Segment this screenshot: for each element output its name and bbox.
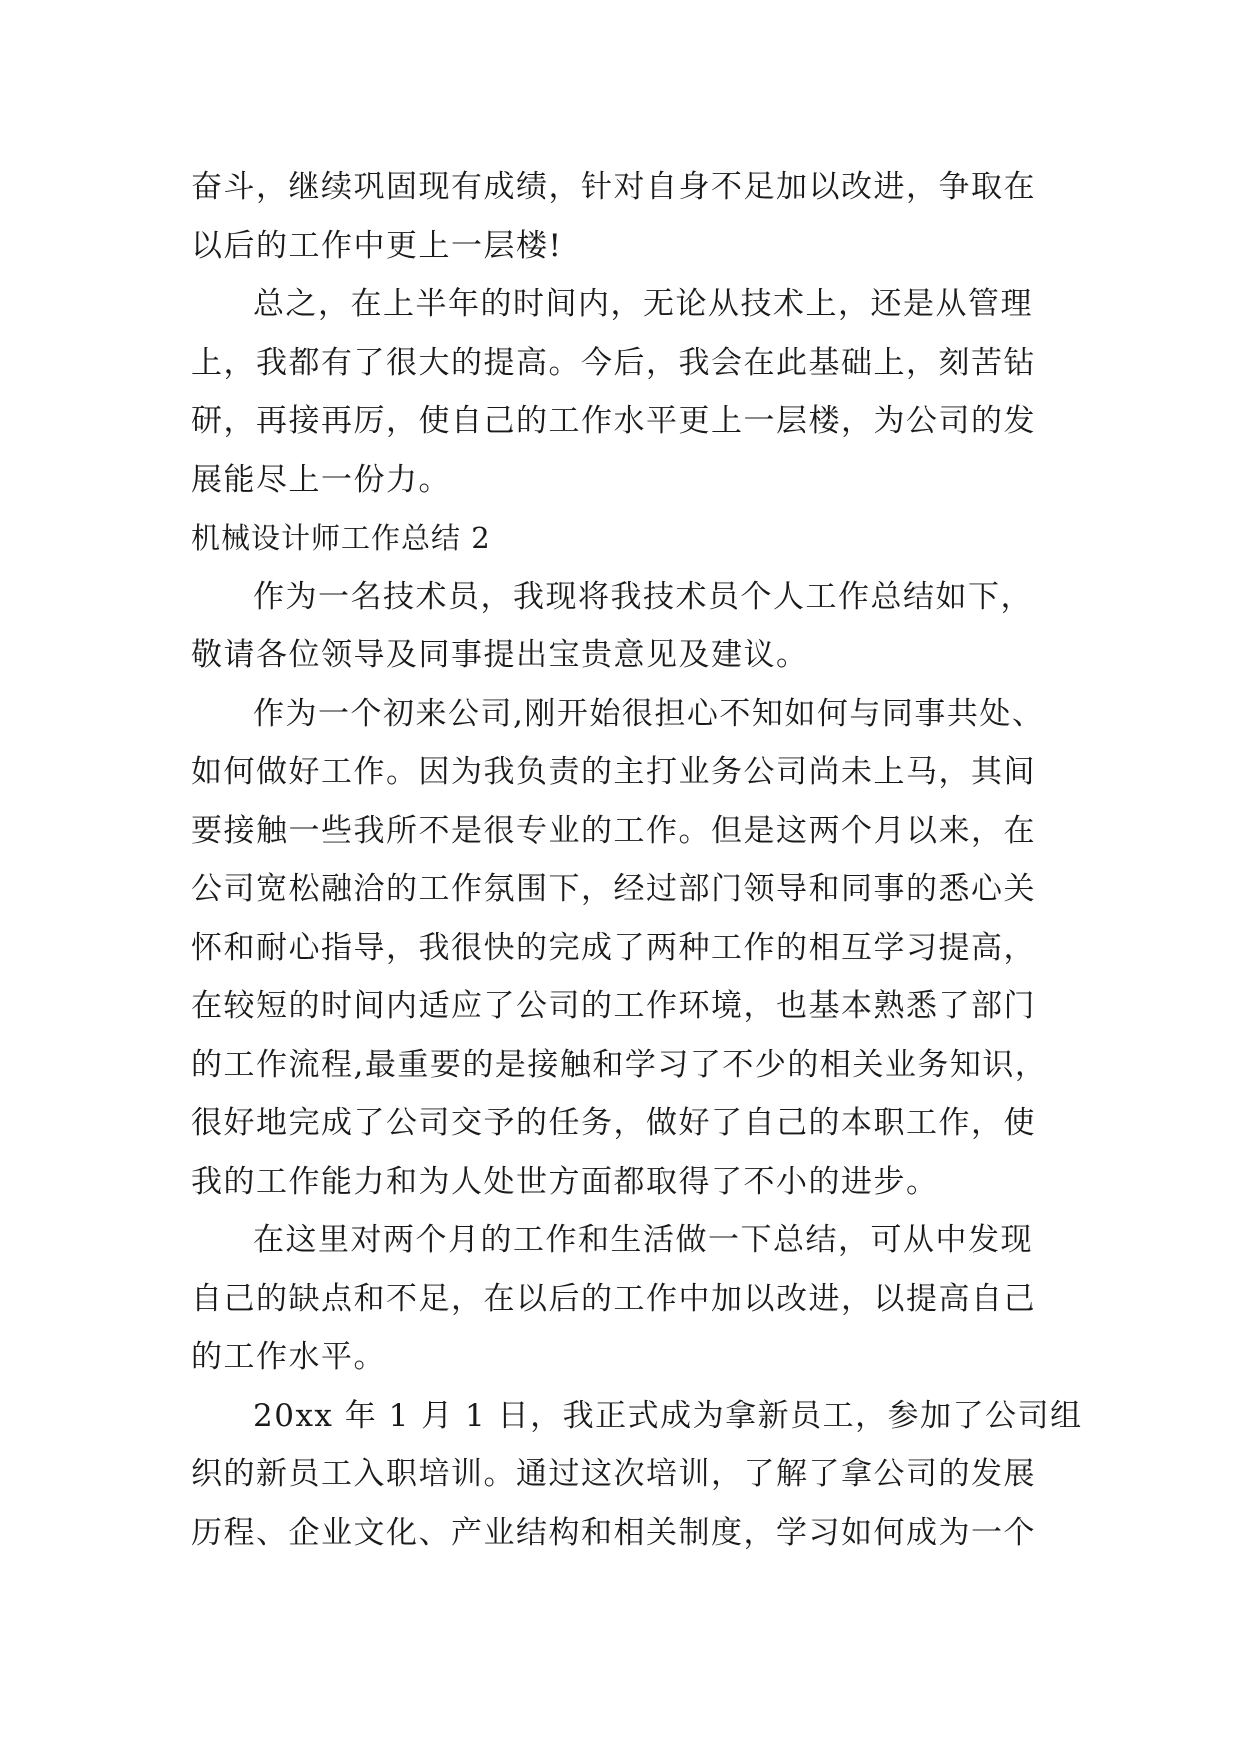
text-line: 的工作水平。 [191,1339,386,1375]
text-line: 在较短的时间内适应了公司的工作环境，也基本熟悉了部门 [191,988,1036,1024]
paragraph-experience [191,685,1071,1212]
text-line: 上，我都有了很大的提高。今后，我会在此基础上，刻苦钻 [191,344,1036,381]
text-line: 要接触一些我所不是很专业的工作。但是这两个月以来，在 [191,812,1036,849]
text-line: 怀和耐心指导，我很快的完成了两种工作的相互学习提高， [191,929,1036,966]
text-line: 织的新员工入职培训。通过这次培训，了解了拿公司的发展 [191,1456,1036,1492]
text-line: 公司宽松融洽的工作氛围下，经过部门领导和同事的悉心关 [191,871,1036,907]
paragraph-summary [191,275,1071,509]
text-line: 历程、企业文化、产业结构和相关制度，学习如何成为一个 [191,1514,1036,1551]
text-line: 的工作流程,最重要的是接触和学习了不少的相关业务知识， [191,1046,1048,1083]
text-line: 20xx 年 1 月 1 日，我正式成为拿新员工，参加了公司组 [253,1397,1083,1434]
paragraph-training [191,1387,1083,1563]
text-line: 展能尽上一份力。 [191,461,451,498]
text-line: 敬请各位领导及同事提出宝贵意见及建议。 [191,637,809,673]
text-line: 我的工作能力和为人处世方面都取得了不小的进步。 [191,1163,939,1200]
text-line: 以后的工作中更上一层楼! [191,227,563,264]
paragraph-continuation [191,158,1071,275]
text-line: 作为一个初来公司,刚开始很担心不知如何与同事共处、 [253,695,1045,732]
document-body [191,158,1083,1562]
paragraph-intro [191,568,1071,685]
text-line: 如何做好工作。因为我负责的主打业务公司尚未上马，其间 [191,754,1036,790]
text-line: 总之，在上半年的时间内，无论从技术上，还是从管理 [253,286,1033,322]
paragraph-reflection [191,1211,1071,1387]
text-line: 奋斗，继续巩固现有成绩，针对自身不足加以改进，争取在 [191,169,1036,205]
text-line: 研，再接再厉，使自己的工作水平更上一层楼，为公司的发 [191,403,1036,439]
text-line: 在这里对两个月的工作和生活做一下总结，可从中发现 [253,1222,1033,1258]
section-heading: 机械设计师工作总结 2 [191,521,491,555]
text-line: 作为一名技术员，我现将我技术员个人工作总结如下， [253,578,1033,615]
text-line: 很好地完成了公司交予的任务，做好了自己的本职工作，使 [191,1105,1036,1141]
text-line: 自己的缺点和不足，在以后的工作中加以改进，以提高自己 [191,1280,1036,1317]
